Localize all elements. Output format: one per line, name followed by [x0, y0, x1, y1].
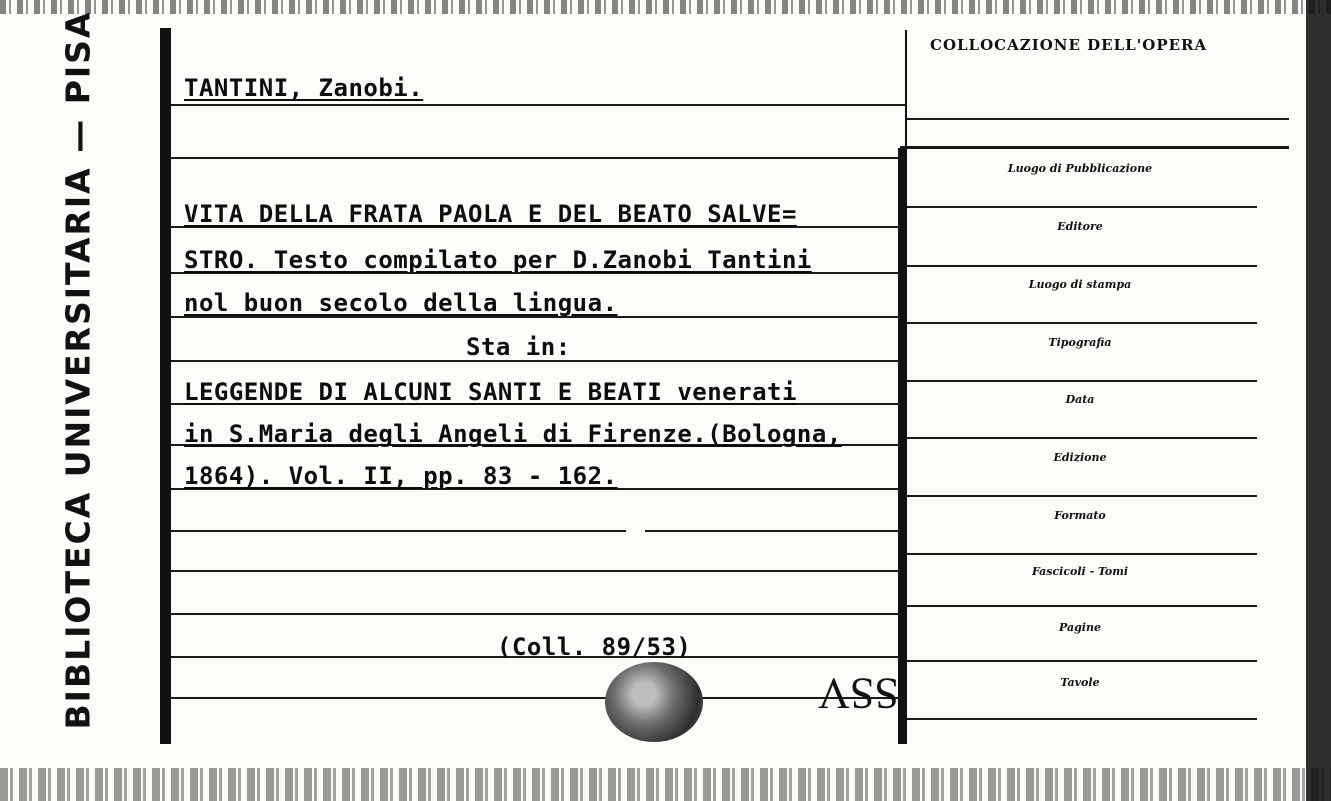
field-luogo-stampa: Luogo di stampa — [1028, 278, 1132, 291]
card-top-edge — [0, 0, 1331, 14]
collocation-header: COLLOCAZIONE DELL'OPERA — [930, 36, 1208, 54]
title-line-3: nol buon secolo della lingua. — [184, 289, 618, 317]
card-bottom-edge — [0, 768, 1331, 801]
field-editore: Editore — [1057, 220, 1103, 233]
sta-in-label: Sta in: — [466, 333, 571, 361]
library-stamp-text: BIBLIOTECA UNIVERSITARIA — PISA — [58, 10, 98, 730]
collocation-note: (Coll. 89/53) — [497, 633, 692, 661]
field-pagine: Pagine — [1059, 621, 1101, 634]
left-margin-line — [160, 28, 171, 744]
shelf-mark: SSV — [818, 669, 899, 718]
title-line-2: STRO. Testo compilato per D.Zanobi Tantini — [184, 246, 812, 274]
source-line-2: in S.Maria degli Angeli di Firenze.(Bologna, — [184, 420, 842, 448]
field-tipografia: Tipografia — [1048, 336, 1112, 349]
panel-divider-line — [898, 148, 907, 744]
source-line-1: LEGGENDE DI ALCUNI SANTI E BEATI venerati — [184, 378, 797, 406]
library-seal — [605, 662, 703, 742]
author-heading: TANTINI, Zanobi. — [184, 74, 424, 102]
field-luogo-pubblicazione: Luogo di Pubblicazione — [1007, 162, 1153, 175]
field-formato: Formato — [1054, 509, 1106, 522]
field-edizione: Edizione — [1053, 451, 1107, 464]
library-stamp — [18, 10, 138, 730]
source-line-3: 1864). Vol. II, pp. 83 - 162. — [184, 462, 618, 490]
field-fascicoli-tomi: Fascicoli - Tomi — [1031, 565, 1129, 578]
upper-divider-line — [905, 30, 907, 148]
card-right-edge — [1306, 0, 1331, 801]
field-tavole: Tavole — [1060, 676, 1100, 689]
title-line-1: VITA DELLA FRATA PAOLA E DEL BEATO SALVE= — [184, 200, 797, 228]
field-data: Data — [1065, 393, 1095, 406]
